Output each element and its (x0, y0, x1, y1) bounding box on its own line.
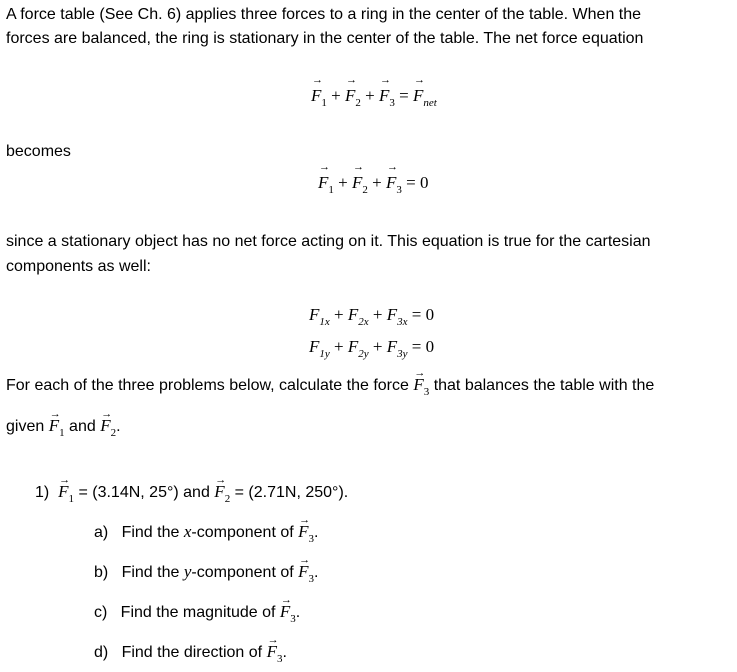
task-line-2: given → $F_1$ and → $F_2$. (6, 414, 121, 439)
problem-1d: d) Find the direction of → $F_3$. (94, 640, 287, 665)
intro-line-2: forces are balanced, the ring is stationary in the center of the table. The net force equation (6, 30, 644, 47)
since-line-1: since a stationary object has no net force acting on it. This equation is true for the cartesian (6, 233, 651, 250)
net-force-equation: → $F_1$ + → $F_2$ + → $F_3$ = → $F_{net}$ (311, 86, 437, 106)
since-line-2: components as well: (6, 258, 151, 275)
task-line-1: For each of the three problems below, calculate the force → $F_3$ that balances the table with the (6, 373, 654, 398)
problem-1-statement: $1) \to F_1 = (3.14N$, 25°) and → $F_2 = (2.71N$, 250°). (35, 480, 348, 505)
problem-1c: c) Find the magnitude of → $F_3$. (94, 600, 300, 625)
problem-1b: b) Find the y-component of → $F_3$. (94, 560, 318, 585)
problem-1a: a) Find the x-component of → $F_3$. (94, 520, 318, 545)
intro-line-1: A force table (See Ch. 6) applies three forces to a ring in the center of the table. When the (6, 6, 642, 23)
becomes-text: becomes (6, 143, 71, 160)
balanced-force-equation: → $F_1$ + → $F_2$ + → $F_3 = 0$ (318, 173, 428, 193)
x-component-equation: $F_{1x} + F_{2x} + F_{3x} = 0$ (309, 305, 435, 328)
y-component-equation: $F_{1y} + F_{2y} + F_{3y} = 0$ (309, 337, 435, 360)
